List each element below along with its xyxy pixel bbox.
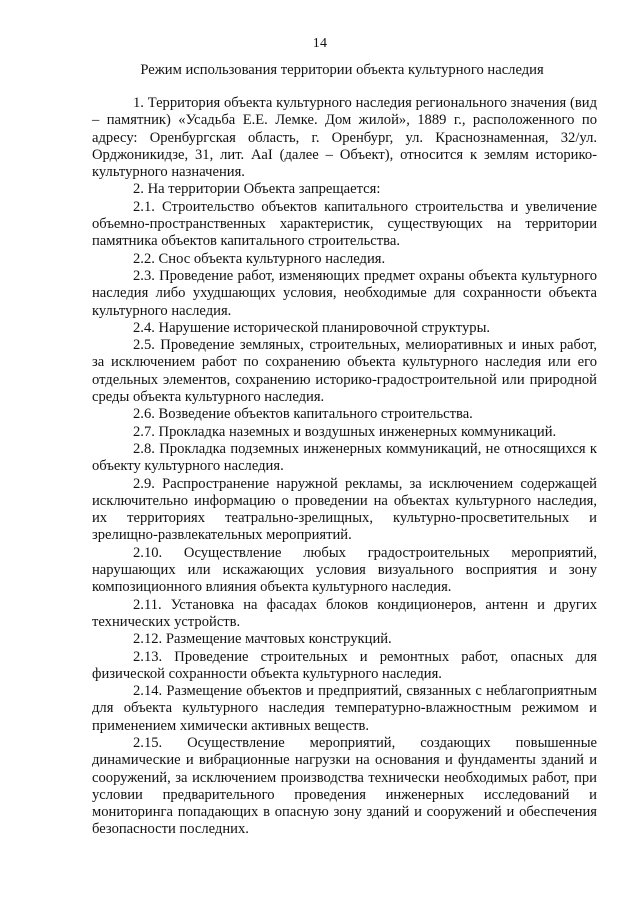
paragraph-2-11: 2.11. Установка на фасадах блоков кондиционеров, антенн и других технических устройств.: [92, 596, 597, 630]
paragraph-2-3: 2.3. Проведение работ, изменяющих предмет охраны объекта культурного наследия либо ухудшающих условия, необходимые для сохранности объекта культурного наследия.: [92, 267, 597, 319]
paragraph-2-12: 2.12. Размещение мачтовых конструкций.: [133, 631, 392, 648]
section-title: Режим использования территории объекта культурного наследия: [140, 62, 544, 78]
paragraph-2-9: 2.9. Распространение наружной рекламы, за исключением содержащей исключительно информацию о проведении на объектах культурного наследия, их территориях театрально-зрелищных, культурно-просветительных и зрелищно-развлекательных мероприятий.: [92, 475, 597, 544]
paragraph-1: 1. Территория объекта культурного наследия регионального значения (вид – памятник) «Усадьба Е.Е. Лемке. Дом жилой», 1889 г., расположенного по адресу: Оренбургская область, г. Оренбург, ул. Краснознаменная, 32/ул. Орджоникидзе, 31, лит. АаI (далее – Объект), относится к землям историко-культурного назначения.: [92, 95, 597, 181]
paragraph-2-2: 2.2. Снос объекта культурного наследия.: [133, 250, 386, 267]
paragraph-2-6: 2.6. Возведение объектов капитального строительства.: [133, 406, 473, 423]
document-body: [92, 95, 597, 839]
paragraph-2-4: 2.4. Нарушение исторической планировочной структуры.: [133, 319, 491, 336]
paragraph-2-8: 2.8. Прокладка подземных инженерных коммуникаций, не относящихся к объекту культурного наследия.: [92, 440, 597, 475]
paragraph-2-7: 2.7. Прокладка наземных и воздушных инженерных коммуникаций.: [133, 423, 557, 440]
paragraph-2: 2. На территории Объекта запрещается:: [133, 181, 381, 198]
paragraph-2-5: 2.5. Проведение земляных, строительных, мелиоративных и иных работ, за исключением работ по сохранению объекта культурного наследия или его отдельных элементов, сохранению историко-градостроительной или природной среды объекта культурного наследия.: [92, 337, 597, 406]
paragraph-2-1: 2.1. Строительство объектов капитального строительства и увеличение объемно-пространственных характеристик, существующих на территории памятника объектов капитального строительства.: [92, 198, 597, 250]
paragraph-2-13: 2.13. Проведение строительных и ремонтных работ, опасных для физической сохранности объекта культурного наследия.: [92, 648, 597, 682]
paragraph-2-14: 2.14. Размещение объектов и предприятий, связанных с неблагоприятным для объекта культурного наследия температурно-влажностным режимом и применением химически активных веществ.: [92, 683, 597, 734]
paragraph-2-15: 2.15. Осуществление мероприятий, создающих повышенные динамические и вибрационные нагрузки на основания и фундаменты зданий и сооружений, за исключением производства технически необходимых работ, при условии предварительного проведения инженерных исследований и мониторинга попадающих в опасную зону зданий и сооружений и обеспечения безопасности последних.: [92, 734, 597, 838]
paragraph-2-10: 2.10. Осуществление любых градостроительных мероприятий, нарушающих или искажающих условия визуального восприятия и зону композиционного влияния объекта культурного наследия.: [92, 544, 597, 596]
page-number: 14: [312, 36, 328, 51]
